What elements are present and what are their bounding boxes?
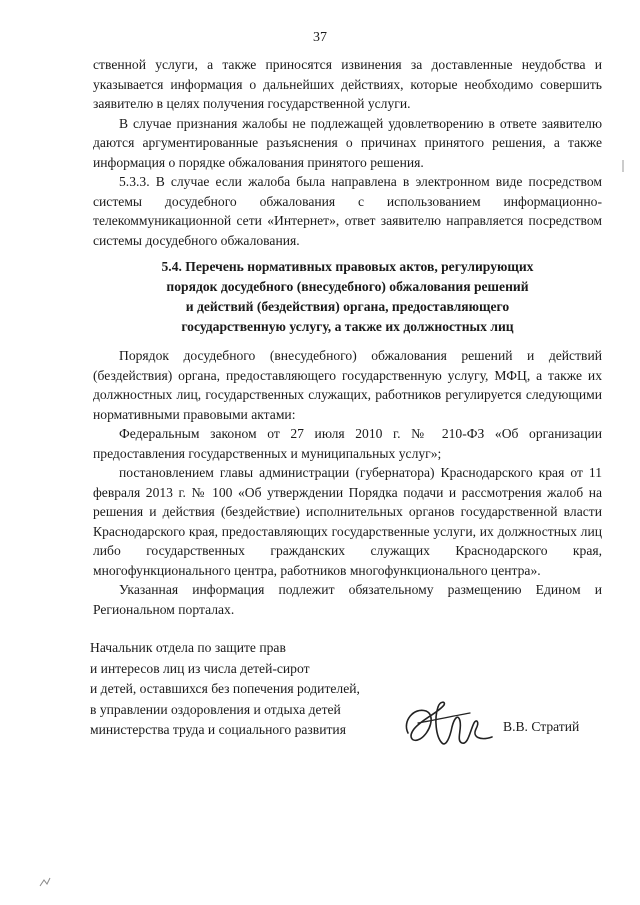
signatory-line: и интересов лиц из числа детей-сирот xyxy=(90,660,310,676)
paragraph-federal-law: Федеральным законом от 27 июля 2010 г. № 210-ФЗ «Об организации предоставления государственных и муниципальных услуг»; xyxy=(93,426,602,461)
section-heading-line: государственную услугу, а также их должностных лиц xyxy=(181,319,514,334)
handwritten-signature xyxy=(400,693,496,755)
paragraph-portal-notice: Указанная информация подлежит обязательному размещению Едином и Региональном порталах. xyxy=(93,582,602,617)
paragraph-rejection: В случае признания жалобы не подлежащей удовлетворению в ответе заявителю даются аргументированные разъяснения о причинах принятого решения, а также информация о порядке обжалования принятого решения. xyxy=(93,115,602,170)
paragraph-resolution: постановлением главы администрации (губернатора) Краснодарского края от 11 февраля 2013 г. № 100 «Об утверждении Порядка подачи и рассмотрения жалоб на решения и действия (бездействие) исполнительных органов государственной власти Краснодарского края, предоставляющих государственные услуги, их должностных лиц либо государственных гражданских служащих Краснодарского края, многофункционального центра, работников многофункционального центра». xyxy=(93,465,602,578)
section-heading xyxy=(93,257,602,337)
paragraph-continuation: ственной услуги, а также приносятся извинения за доставленные неудобства и указывается информация о дальнейших действиях, которые необходимо совершить заявителю в целях получения государственной услуги. xyxy=(93,57,602,111)
section-heading-line: и действий (бездействия) органа, предоставляющего xyxy=(185,299,510,314)
signatory-position xyxy=(90,638,360,741)
intro-section xyxy=(93,55,602,250)
body-section xyxy=(93,346,602,619)
section-heading-line: 5.4. Перечень нормативных правовых актов, регулирующих xyxy=(161,259,534,274)
margin-mark xyxy=(620,160,626,172)
signatory-line: Начальник отдела по защите прав xyxy=(90,640,286,655)
signatory-name: В.В. Стратий xyxy=(503,719,580,734)
signatory-line: министерства труда и социального развития xyxy=(90,722,346,737)
signatory-line: и детей, оставшихся без попечения родителей, xyxy=(90,681,360,696)
paragraph-procedure: Порядок досудебного (внесудебного) обжалования решений и действий (бездействия) органа, предоставляющего государственную услугу, МФЦ, а также их должностных лиц, государственных служащих, работников регулируется следующими нормативными правовыми актами: xyxy=(93,348,602,422)
scan-artifact-mark xyxy=(38,876,52,888)
page-number: 37 xyxy=(313,30,327,45)
paragraph-5-3-3: 5.3.3. В случае если жалоба была направлена в электронном виде посредством системы досудебного обжалования с использованием информационно-телекоммуникационной сети «Интернет», ответ заявителю направляется посредством системы досудебного обжалования. xyxy=(93,174,602,248)
section-heading-line: порядок досудебного (внесудебного) обжалования решений xyxy=(166,279,529,294)
signatory-line: в управлении оздоровления и отдыха детей xyxy=(90,701,341,717)
